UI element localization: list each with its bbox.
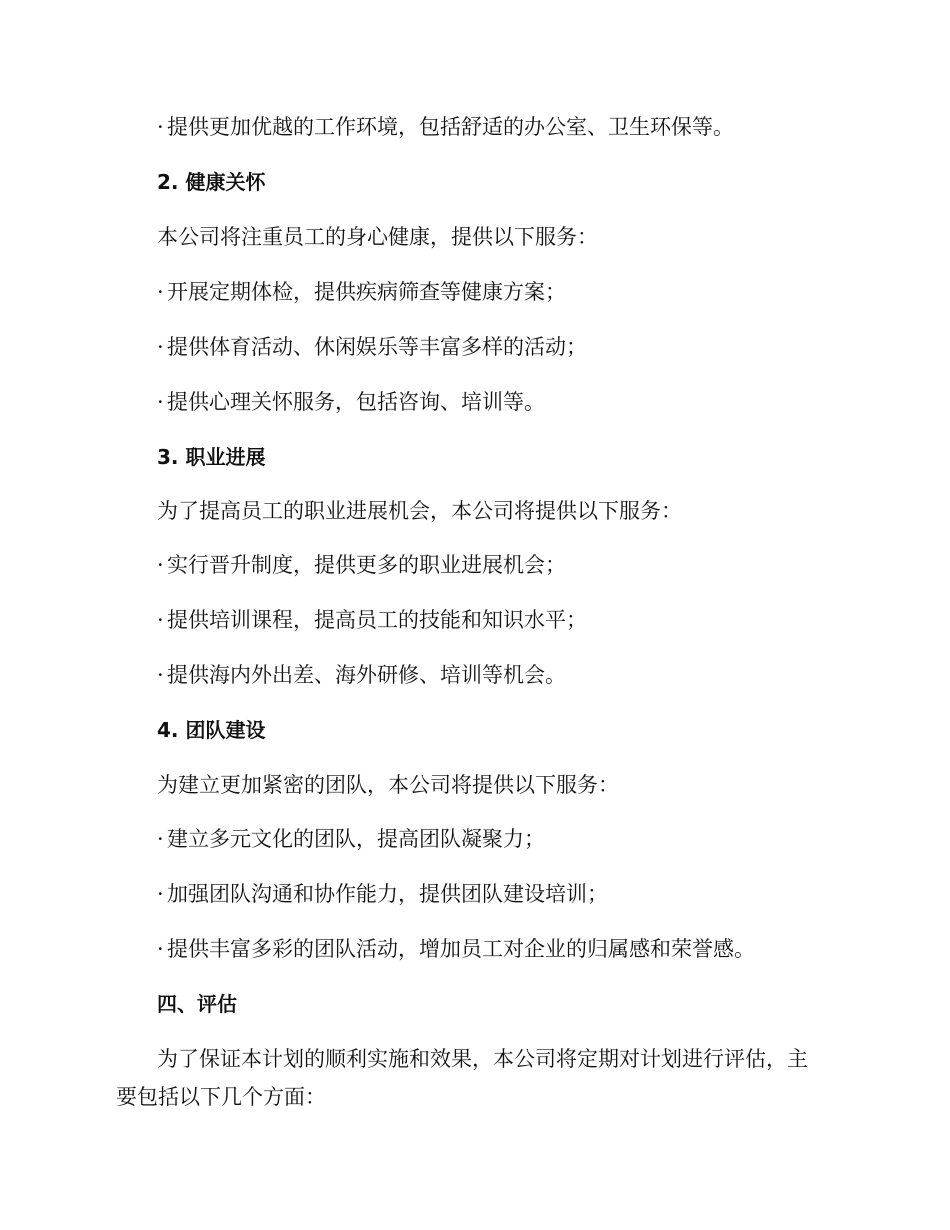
bullet-item (157, 388, 545, 416)
bullet-marker: · (157, 115, 164, 139)
section-heading-evaluation: 四、评估 (157, 992, 237, 1016)
bullet-text: 提供心理关怀服务，包括咨询、培训等。 (167, 390, 545, 414)
evaluation-paragraph-line-2: 要包括以下几个方面： (116, 1085, 326, 1109)
section-intro-paragraph: 本公司将注重员工的身心健康，提供以下服务： (157, 225, 598, 249)
bullet-marker: · (157, 608, 164, 632)
bullet-item (157, 606, 587, 634)
bullet-item (157, 551, 566, 579)
evaluation-paragraph-line-1: 为了保证本计划的顺利实施和效果，本公司将定期对计划进行评估，主 (157, 1047, 808, 1071)
section-heading-team: 4. 团队建设 (157, 718, 266, 742)
bullet-marker: · (157, 335, 164, 359)
bullet-item (157, 935, 755, 963)
section-intro-paragraph: 为建立更加紧密的团队，本公司将提供以下服务： (157, 773, 619, 797)
bullet-text: 建立多元文化的团队，提高团队凝聚力； (167, 827, 545, 851)
bullet-item (157, 825, 545, 853)
bullet-text: 开展定期体检，提供疾病筛查等健康方案； (167, 280, 566, 304)
bullet-text: 提供培训课程，提高员工的技能和知识水平； (167, 608, 587, 632)
bullet-marker: · (157, 827, 164, 851)
bullet-text: 提供更加优越的工作环境，包括舒适的办公室、卫生环保等。 (167, 115, 734, 139)
section-heading-career: 3. 职业进展 (157, 445, 266, 469)
bullet-item (157, 880, 608, 908)
section-heading-health: 2. 健康关怀 (157, 170, 266, 194)
bullet-marker: · (157, 553, 164, 577)
bullet-marker: · (157, 390, 164, 414)
bullet-text: 提供海内外出差、海外研修、培训等机会。 (167, 663, 566, 687)
bullet-text: 提供丰富多彩的团队活动，增加员工对企业的归属感和荣誉感。 (167, 937, 755, 961)
section-intro-paragraph: 为了提高员工的职业进展机会，本公司将提供以下服务： (157, 499, 682, 523)
bullet-item (157, 278, 566, 306)
bullet-marker: · (157, 937, 164, 961)
bullet-text: 提供体育活动、休闲娱乐等丰富多样的活动； (167, 335, 587, 359)
bullet-marker: · (157, 882, 164, 906)
bullet-item (157, 113, 734, 141)
bullet-text: 加强团队沟通和协作能力，提供团队建设培训； (167, 882, 608, 906)
bullet-marker: · (157, 663, 164, 687)
bullet-item (157, 661, 566, 689)
bullet-text: 实行晋升制度，提供更多的职业进展机会； (167, 553, 566, 577)
bullet-marker: · (157, 280, 164, 304)
bullet-item (157, 333, 587, 361)
